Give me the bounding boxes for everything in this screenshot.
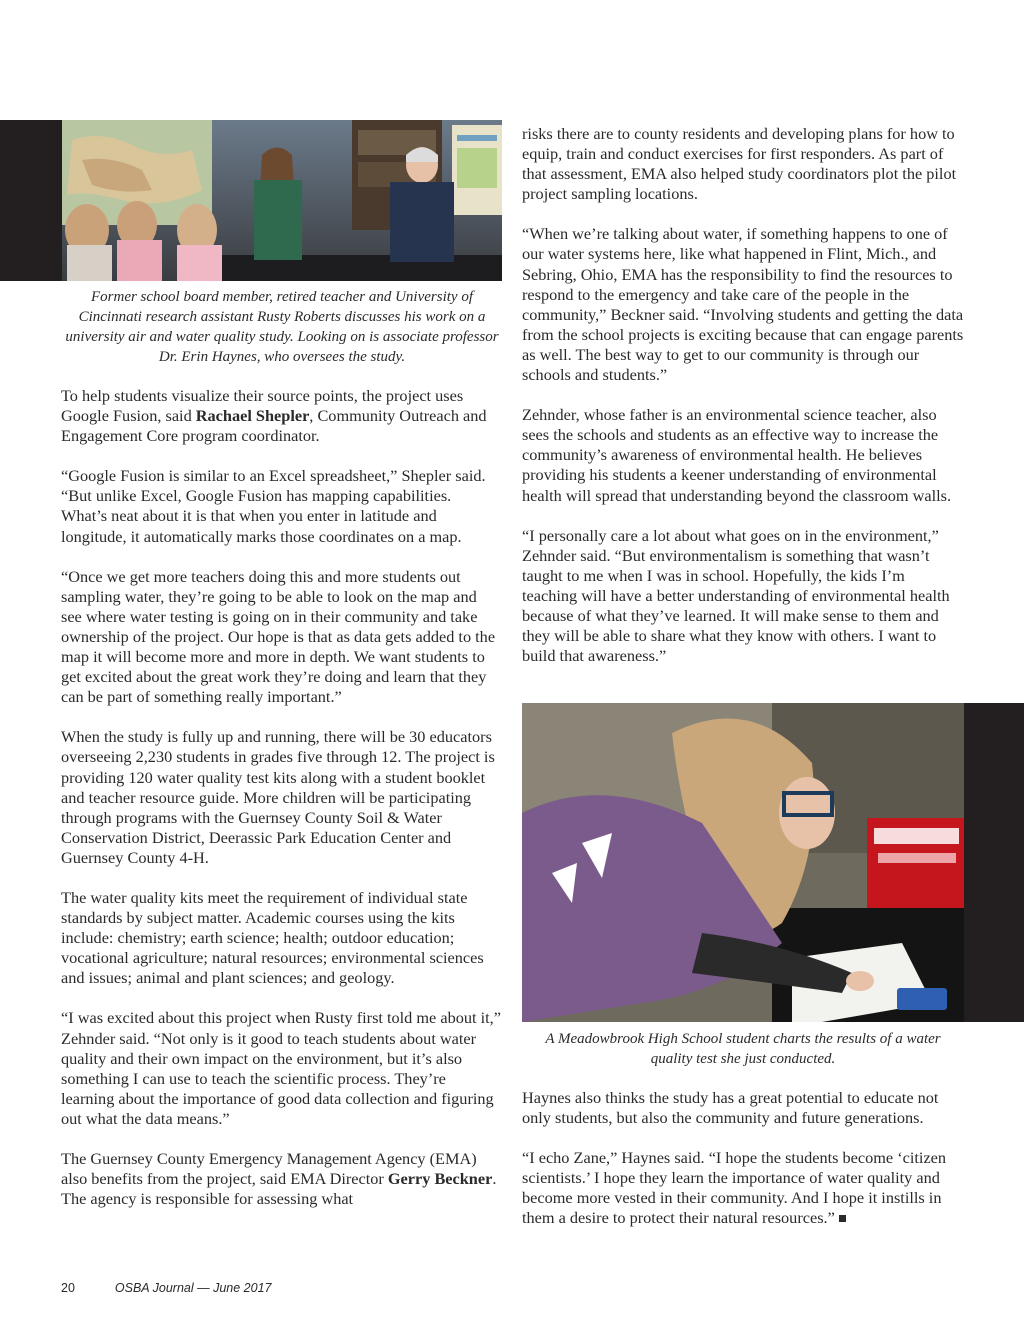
paragraph: The water quality kits meet the requirement of individual state standards by subject matter. Academic courses using the kits include: chemistry; earth science; health; outdoor education; vocational agriculture; natural resources; environmental sciences and issues; animal and plant sciences; and geology. <box>61 887 484 988</box>
journal-title: OSBA Journal — June 2017 <box>114 1281 272 1295</box>
classroom-photo <box>62 120 502 281</box>
left-margin-bar <box>0 120 62 281</box>
photo-caption-top: Former school board member, retired teacher and University of Cincinnati research assistant Rusty Roberts discusses his work on a university air and water quality study. Looking on is associate professor Dr. Erin Haynes, who oversees the study. <box>65 289 499 365</box>
page-footer <box>61 1281 271 1295</box>
paragraph: Haynes also thinks the study has a great potential to educate not only students, but also the community and future generations. <box>522 1088 939 1128</box>
right-article-column-top <box>522 124 964 686</box>
paragraph: Zehnder, whose father is an environmental science teacher, also sees the schools and students as an effective way to increase the community’s awareness of environmental health. He believes providing his students a keener understanding of environmental health will spread that understanding beyond the classroom walls. <box>522 405 952 505</box>
right-article-column-bottom <box>522 1088 964 1249</box>
paragraph: “I personally care a lot about what goes on in the environment,” Zehnder said. “But environmentalism is something that wasn’t taught to me when I was in school. Hopefully, the kids I’m teaching will have a better understanding of environmental health because of what they’ve learned. It will make sense to them and they will be able to share what they know with others. I want to build that awareness.” <box>522 525 950 666</box>
paragraph: “I echo Zane,” Haynes said. “I hope the students become ‘citizen scientists.’ I hope they learn the importance of water quality and become more vested in their community. And I hope it instills in them a desire to protect their natural resources.” <box>522 1148 947 1228</box>
person-name: Gerry Beckner <box>387 1169 493 1189</box>
paragraph: “I was excited about this project when Rusty first told me about it,” Zehnder said. “Not only is it good to teach students about water quality and their own impact on the environment, but it’s also something I can use to teach the scientific process. They’re learning about the importance of good data collection and figuring out what the data means.” <box>61 1008 501 1128</box>
paragraph: “Once we get more teachers doing this and more students out sampling water, they’re going to be able to look on the map and see where water testing is going on in their community and take ownership of the project. Our hope is that as data gets added to the map it will become more and more in depth. We want students to get excited about the great work they’re doing and learn that they can be part of something really important.” <box>61 566 496 707</box>
page-number: 20 <box>61 1281 75 1295</box>
left-article-column <box>61 386 501 1229</box>
paragraph: To help students visualize their source points, the project uses Google Fusion, said Rachael Shepler, Community Outreach and Engagement Core program coordinator. <box>61 386 487 446</box>
paragraph: When the study is fully up and running, there will be 30 educators overseeing 2,230 students in grades five through 12. The project is providing 120 water quality test kits along with a student booklet and teacher resource guide. More children will be participating through programs with the Guernsey County Soil & Water Conservation District, Deerassic Park Education Center and Guernsey County 4-H. <box>61 727 495 867</box>
photo-caption-bottom: A Meadowbrook High School student charts the results of a water quality test she just conducted. <box>545 1031 941 1067</box>
student-photo <box>522 703 964 1022</box>
paragraph: “When we’re talking about water, if something happens to one of our water systems here, like what happened in Flint, Mich., and Sebring, Ohio, EMA has the responsibility to find the resources to respond to the emergency and take care of the people in the community,” Beckner said. “Involving students and getting the data from the school projects is exciting because that can engage parents as well. The best way to get to our community is through our schools and students.” <box>522 224 964 385</box>
right-margin-bar <box>964 703 1024 1022</box>
paragraph: risks there are to county residents and developing plans for how to equip, train and conduct exercises for first responders. As part of that assessment, EMA also helped study coordinators plot the pilot project sampling locations. <box>522 124 957 204</box>
paragraph: “Google Fusion is similar to an Excel spreadsheet,” Shepler said. “But unlike Excel, Google Fusion has mapping capabilities. What’s neat about it is that when you enter in latitude and longitude, it automatically marks those coordinates on a map. <box>61 466 486 546</box>
end-of-article-icon <box>839 1215 846 1222</box>
paragraph: The Guernsey County Emergency Management Agency (EMA) also benefits from the project, said EMA Director Gerry Beckner. The agency is responsible for assessing what <box>61 1149 497 1209</box>
person-name: Rachael Shepler <box>195 406 310 426</box>
